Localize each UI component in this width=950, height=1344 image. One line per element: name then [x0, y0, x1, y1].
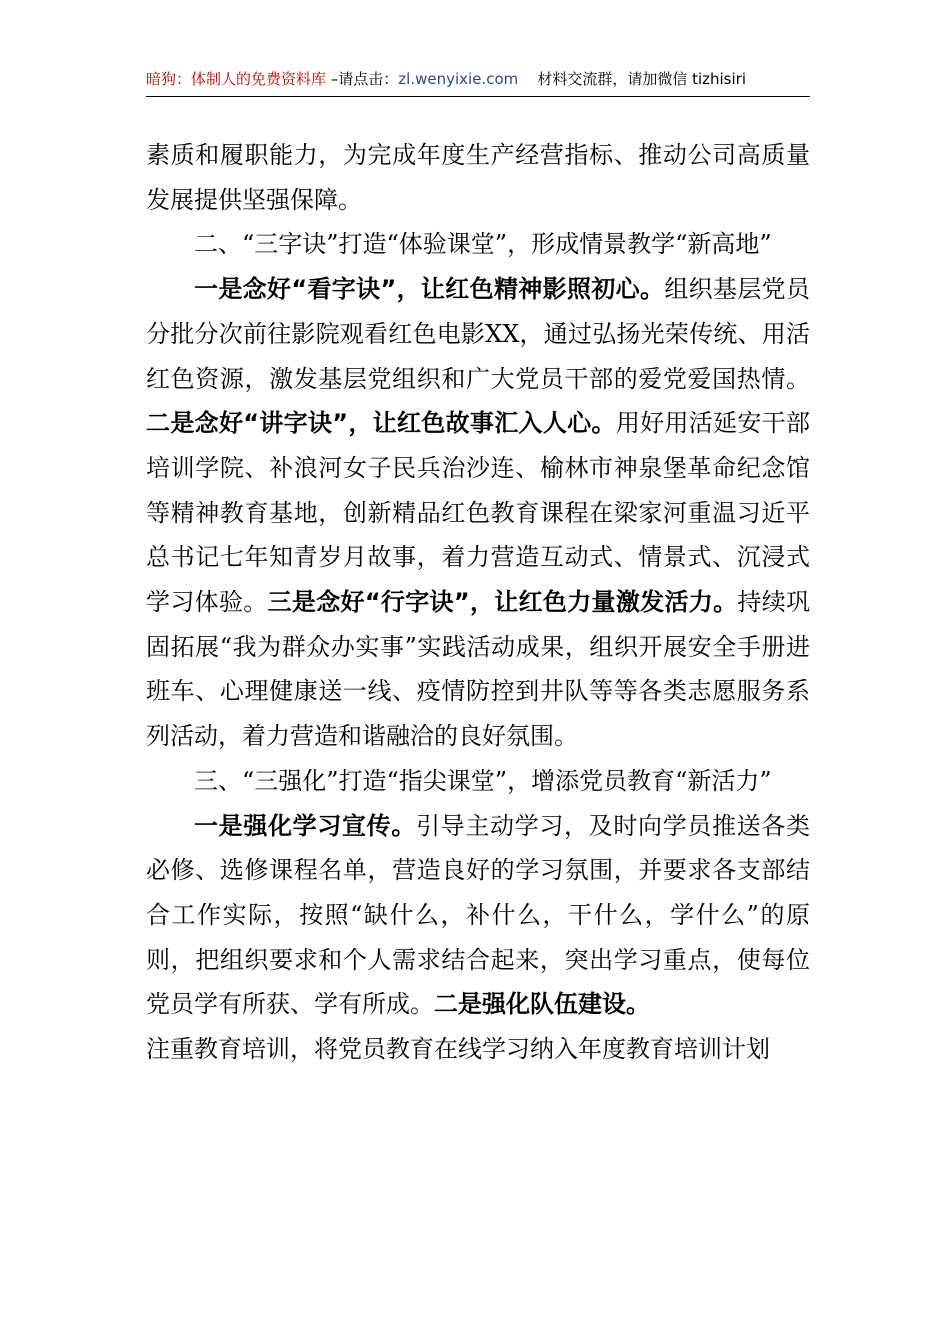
page-header: [146, 62, 810, 97]
paragraph-continuation: 素质和履职能力，为完成年度生产经营指标、推动公司高质量发展提供坚强保障。: [146, 141, 810, 214]
paragraph-tail: 注重教育培训，将党员教育在线学习纳入年度教育培训计划: [146, 1035, 770, 1064]
point-title-4: 一是强化学习宣传。: [194, 811, 416, 840]
section-heading-3: 三、“三强化”打造“指尖课堂”，增添党员教育“新活力”: [194, 766, 772, 795]
point-text-1: 组织基层党员分批分次前往影院观看红色电影XX，通过弘扬光荣传统、用活红色资源，激发基层党组织和广大党员干部的爱党爱国热情。: [146, 275, 811, 393]
point-text-2: 用好用活延安干部培训学院、补浪河女子民兵治沙连、榆林市神泉堡革命纪念馆等精神教育基地，创新精品红色教育课程在梁家河重温习近平总书记七年知青岁月故事，着力营造互动式、情景式、沉浸式学习体验。: [146, 409, 811, 617]
paragraph-section-2: [146, 267, 810, 759]
header-url-link[interactable]: zl.wenyixie.com: [398, 70, 519, 88]
point-text-4: 引导主动学习，及时向学员推送各类必修、选修课程名单，营造良好的学习氛围，并要求各支部结合工作实际，按照“缺什么，补什么，干什么，学什么”的原则，把组织要求和个人需求结合起来，突出学习重点，使每位党员学有所获、学有所成。: [146, 811, 810, 1019]
header-group-note: 材料交流群，请加微信 tizhisiri: [537, 70, 746, 88]
point-title-1: 一是念好“看字诀”，让红色精神影照初心。: [194, 275, 665, 304]
header-site-name: 暗狗：体制人的免费资料库: [146, 70, 327, 88]
section-heading-2: 二、“三字诀”打造“体验课堂”，形成情景教学“新高地”: [194, 230, 772, 259]
document-body: [146, 133, 810, 1072]
point-title-5: 二是强化队伍建设。: [434, 990, 650, 1019]
point-text-3: 持续巩固拓展“我为群众办实事”实践活动成果，组织开展安全手册进班车、心理健康送一线、疫情防控到井队等等各类志愿服务系列活动，着力营造和谐融洽的良好氛围。: [146, 588, 811, 751]
paragraph-section-3: [146, 804, 810, 1028]
header-click-prompt: –请点击：: [326, 70, 399, 88]
point-title-3: 三是念好“行字诀”，让红色力量激发活力。: [267, 588, 738, 617]
point-title-2: 二是念好“讲字诀”，让红色故事汇入人心。: [146, 409, 616, 438]
